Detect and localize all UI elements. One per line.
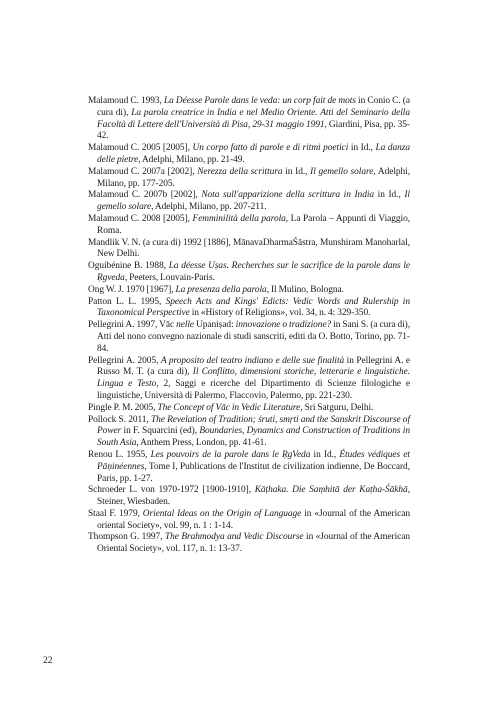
entry-author-year: Pingle P. M. 2005, (88, 402, 158, 413)
entry-details: in Id., (374, 190, 405, 201)
entry-author-year: Schroeder L. von 1970-1972 [1900-1910], (88, 485, 255, 496)
entry-title: Les pouvoirs de la parole dans le ṚgVeda (150, 449, 311, 460)
entry-author-year: Oguibénine B. 1988, (88, 261, 169, 272)
bibliography-entry (88, 96, 410, 143)
entry-author-year: Pellegrini A. 1997, Vāc (88, 320, 177, 331)
entry-container-title: La danza delle pietre (97, 143, 410, 165)
entry-title: Femminilità della parola (192, 213, 286, 224)
entry-author-year: Renou L. 1955, (88, 449, 151, 460)
entry-details: in «Journal of the American Oriental Society», vol. 117, n. 1: 13-37. (97, 532, 410, 555)
entry-title: The Revelation of Tradition; śruti, smṛti and the Sanskrit Discourse of Power (97, 414, 410, 437)
entry-title: Oriental Ideas on the Origin of Language (142, 508, 302, 519)
entry-title: Nerezza della scrittura (197, 166, 283, 177)
entry-details: in «History of Religions», vol. 34, n. 4: 329-350. (189, 308, 371, 319)
entry-details: MānavaDharmaŚāstra, Munshiram Manoharlal, New Delhi. (97, 237, 410, 260)
bibliography-entry (88, 167, 410, 191)
page-number: 22 (43, 656, 53, 666)
entry-author-year: Thompson G. 1997, (88, 532, 165, 543)
entry-details: in Conio C. (a cura di), (97, 96, 410, 118)
bibliography-entry (88, 532, 410, 556)
entry-title: La déesse Uṣas. Recherches sur le sacrifice de la parole dans le Ṛgveda (97, 261, 410, 283)
entry-details: in F. Squarcini (ed), (121, 426, 200, 437)
entry-author-year: Malamoud C. 2007b [2002], (88, 190, 202, 201)
entry-details: in Id., (310, 449, 340, 460)
entry-author-year: Staal F. 1979, (88, 508, 143, 519)
entry-container-title: La parola creatrice in India e nel Medio Oriente. Atti del Seminario della Facoltà di Lettere dell'Università di Pisa, 29-31 maggio 1991 (97, 107, 411, 130)
bibliography-entry (88, 509, 410, 533)
entry-title: Un corpo fatto di parole e di ritmi poetici (192, 143, 349, 154)
entry-title: Speech Acts and Kings' Edicts: Vedic Words and Rulership in Taxonomical Perspective (97, 296, 410, 319)
bibliography-entry (88, 403, 410, 415)
entry-publication: , Anthem Press, London, pp. 41-61. (136, 438, 267, 449)
entry-container-title: Boundaries, Dynamics and Construction of Traditions in South Asia (97, 426, 410, 449)
bibliography-entry (88, 143, 410, 167)
entry-container-title: Il gemello solare (310, 166, 374, 177)
entry-title: The Concept of Vāc in Vedic Literature (157, 402, 301, 413)
entry-title: Kāṭhaka. Die Saṃhitā der Kaṭha-Śākhā (254, 485, 408, 496)
entry-title: A proposito del teatro indiano e delle sue finalità (160, 355, 345, 366)
bibliography-entry (88, 320, 410, 355)
entry-container-title: Études védiques et Pāṇinéennes (97, 449, 410, 472)
entry-publication: , Giardini, Pisa, pp. 35-42. (97, 119, 410, 142)
bibliography-entry (88, 261, 410, 285)
entry-author-year: Mandlik V. N. (a cura di) 1992 [1886], (88, 237, 234, 248)
bibliography-list (88, 96, 410, 556)
bibliography-entry (88, 297, 410, 321)
entry-title: La presenza della parola (175, 284, 267, 295)
entry-container-title: innovazione o tradizione? (235, 320, 332, 331)
entry-title: nelle (176, 320, 195, 331)
entry-details: , Sri Satguru, Delhi. (300, 402, 374, 413)
entry-publication: , Adelphi, Milano, pp. 21-49. (138, 154, 245, 165)
bibliography-entry (88, 285, 410, 297)
entry-container-title: Il Conflitto, dimensioni storiche, letterarie e linguistiche. Lingua e Testo (97, 367, 411, 390)
entry-details: , Peeters, Louvain-Paris. (124, 272, 215, 283)
entry-publication: , Adelphi, Milano, pp. 177-205. (97, 166, 410, 189)
entry-details: , Il Mulino, Bologna. (266, 284, 344, 295)
entry-title: Nota sull'apparizione della scrittura in India (201, 190, 375, 201)
bibliography-entry (88, 356, 410, 403)
bibliography-entry (88, 450, 410, 485)
entry-title: The Brahmodya and Vedic Discourse (164, 532, 304, 543)
entry-details: Upaniṣad: (194, 320, 236, 331)
bibliography-entry (88, 190, 410, 214)
entry-details: in Id., (282, 166, 311, 177)
entry-publication: , 2, Saggi e ricerche del Dipartimento di Scienze filologiche e linguistiche, Università di Palermo, Flaccovio, Palermo, pp. 221-230. (97, 379, 410, 401)
entry-title: La Déesse Parole dans le veda: un corp fait de mots (163, 96, 356, 106)
entry-container-title: Il gemello solare (97, 190, 410, 213)
entry-author-year: Malamoud C. 1993, (88, 96, 164, 106)
entry-details: in Pellegrini A. e Russo M. T. (a cura di), (97, 355, 410, 378)
entry-author-year: Ong W. J. 1970 [1967], (88, 284, 176, 295)
bibliography-entry (88, 485, 410, 509)
entry-details: in Id., (348, 143, 376, 154)
bibliography-entry (88, 415, 410, 450)
entry-details: in «Journal of the American oriental Society», vol. 99, n. 1 : 1-14. (97, 508, 411, 531)
entry-author-year: Malamoud C. 2008 [2005], (88, 213, 193, 224)
entry-publication: in Sani S. (a cura di), Atti del nono convegno nazionale di studi sanscriti, editi da O. Botto, Torino, pp. 71-84. (97, 320, 410, 354)
entry-author-year: Malamoud C. 2005 [2005], (88, 143, 193, 154)
entry-author-year: Malamoud C. 2007a [2002], (88, 166, 198, 177)
bibliography-entry (88, 214, 410, 238)
bibliography-entry (88, 238, 410, 262)
entry-publication: , Adelphi, Milano, pp. 207-211. (151, 202, 267, 213)
entry-author-year: Patton L. L. 1995, (88, 296, 166, 307)
entry-details: , Steiner, Wiesbaden. (97, 485, 410, 508)
entry-author-year: Pollock S. 2011, (88, 414, 151, 425)
entry-author-year: Pellegrini A. 2005, (88, 355, 161, 366)
entry-publication: , Tome I, Publications de l'Institut de civilization indienne, De Boccard, Paris, pp. 1-27. (97, 461, 410, 484)
entry-details: , La Parola – Appunti di Viaggio, Roma. (97, 213, 410, 236)
